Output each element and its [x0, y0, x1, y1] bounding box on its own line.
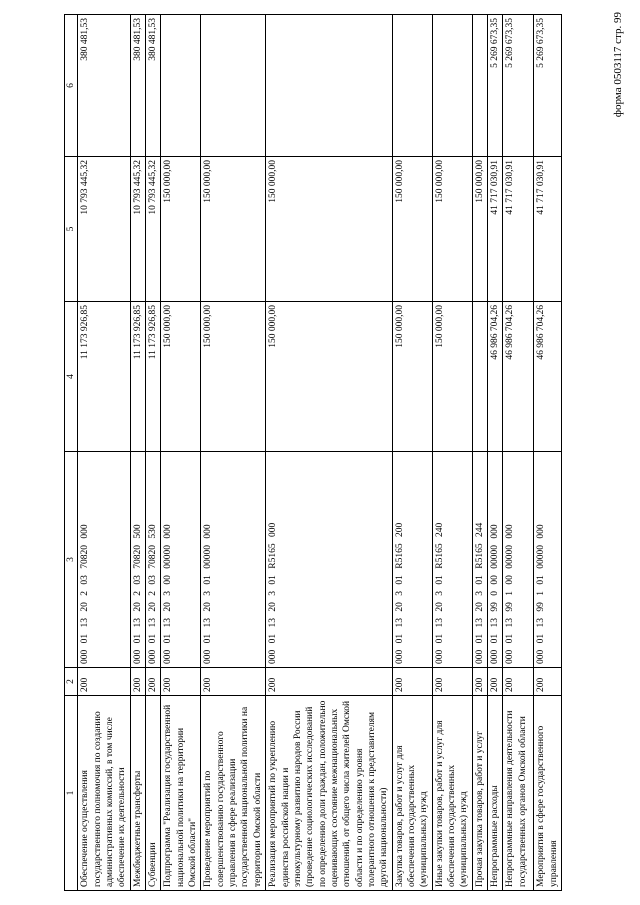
row-code-cell: 200	[392, 668, 432, 696]
table-body	[78, 15, 562, 891]
row-value-col6: 380 481,53	[146, 15, 161, 157]
row-name-cell: Межбюджетные трансферты	[130, 696, 145, 891]
row-value-col4: 11 173 926,85	[130, 302, 145, 452]
row-value-col4: 46 986 704,26	[488, 302, 503, 452]
row-classification-cell: 000 01 13 20 3 01 R5165 244	[472, 452, 487, 668]
row-classification-cell: 000 01 13 20 2 03 70820 500	[130, 452, 145, 668]
table-row	[488, 15, 503, 891]
row-value-col4: 150 000,00	[201, 302, 266, 452]
row-value-col5: 41 717 030,91	[534, 157, 562, 302]
row-code-cell: 200	[472, 668, 487, 696]
row-value-col6	[392, 15, 432, 157]
row-classification-cell: 000 01 13 20 3 01 R5165 000	[266, 452, 392, 668]
row-classification-cell: 000 01 13 99 1 00 00000 000	[503, 452, 534, 668]
row-value-col4: 46 986 704,26	[534, 302, 562, 452]
row-name-cell: Реализация мероприятий по укреплению единства российской нации и этнокультурному развитию народов России (проведение социологических исследований по определению доли граждан, положительно оценивающих состояние межнациональных отношений, от общего числа жителей Омской области и по определению уровня толерантного отношения к представителям другой национальности)	[266, 696, 392, 891]
row-value-col5: 10 793 445,32	[78, 157, 130, 302]
row-value-col5: 41 717 030,91	[488, 157, 503, 302]
row-value-col6: 5 269 673,35	[503, 15, 534, 157]
row-value-col4: 150 000,00	[266, 302, 392, 452]
row-name-cell: Проведение мероприятий по совершенствованию государственного управления в сфере реализации государственной национальной политики на территории Омской области	[201, 696, 266, 891]
row-value-col4: 150 000,00	[161, 302, 201, 452]
row-value-col6: 380 481,53	[78, 15, 130, 157]
row-code-cell: 200	[130, 668, 145, 696]
row-value-col5: 150 000,00	[266, 157, 392, 302]
row-classification-cell: 000 01 13 20 3 01 00000 000	[201, 452, 266, 668]
row-code-cell: 200	[161, 668, 201, 696]
row-code-cell: 200	[488, 668, 503, 696]
row-code-cell: 200	[146, 668, 161, 696]
row-value-col4: 46 986 704,26	[503, 302, 534, 452]
row-name-cell: Обеспечение осуществления государственного полномочия по созданию административных комиссий, в том числе обеспечение их деятельности	[78, 696, 130, 891]
row-classification-cell: 000 01 13 20 3 01 R5165 200	[392, 452, 432, 668]
row-code-cell: 200	[534, 668, 562, 696]
row-classification-cell: 000 01 13 20 2 03 70820 530	[146, 452, 161, 668]
table-row	[534, 15, 562, 891]
row-value-col5: 150 000,00	[201, 157, 266, 302]
table-row	[503, 15, 534, 891]
table-row	[161, 15, 201, 891]
table-row	[201, 15, 266, 891]
row-value-col6: 5 269 673,35	[488, 15, 503, 157]
row-value-col4: 11 173 926,85	[78, 302, 130, 452]
row-value-col5: 10 793 445,32	[146, 157, 161, 302]
row-value-col5: 10 793 445,32	[130, 157, 145, 302]
row-name-cell: Иные закупки товаров, работ и услуг для обеспечения государственных (муниципальных) нужд	[432, 696, 472, 891]
table-row	[146, 15, 161, 891]
row-value-col6	[266, 15, 392, 157]
table-row	[130, 15, 145, 891]
report-table	[64, 14, 562, 891]
row-classification-cell: 000 01 13 99 0 00 00000 000	[488, 452, 503, 668]
column-header: 1	[65, 696, 78, 891]
row-classification-cell: 000 01 13 99 1 01 00000 000	[534, 452, 562, 668]
row-classification-cell: 000 01 13 20 2 03 70820 000	[78, 452, 130, 668]
column-header: 2	[65, 668, 78, 696]
row-code-cell: 200	[201, 668, 266, 696]
row-name-cell: Прочая закупка товаров, работ и услуг	[472, 696, 487, 891]
row-classification-cell: 000 01 13 20 3 01 R5165 240	[432, 452, 472, 668]
row-value-col4	[472, 302, 487, 452]
row-name-cell: Непрограммные расходы	[488, 696, 503, 891]
row-value-col6	[432, 15, 472, 157]
row-value-col4: 150 000,00	[392, 302, 432, 452]
row-code-cell: 200	[78, 668, 130, 696]
row-value-col6	[472, 15, 487, 157]
header-row	[65, 15, 78, 891]
table-row	[472, 15, 487, 891]
row-value-col5: 150 000,00	[472, 157, 487, 302]
row-value-col5: 41 717 030,91	[503, 157, 534, 302]
row-code-cell: 200	[266, 668, 392, 696]
row-name-cell: Мероприятия в сфере государственного управления	[534, 696, 562, 891]
row-value-col6: 380 481,53	[130, 15, 145, 157]
row-value-col4: 150 000,00	[432, 302, 472, 452]
column-header: 5	[65, 157, 78, 302]
row-value-col4: 11 173 926,85	[146, 302, 161, 452]
row-name-cell: Подпрограмма "Реализация государственной национальной политики на территории Омской области"	[161, 696, 201, 891]
column-header: 4	[65, 302, 78, 452]
row-value-col6	[161, 15, 201, 157]
row-name-cell: Непрограммные направления деятельности государственных органов Омской области	[503, 696, 534, 891]
row-classification-cell: 000 01 13 20 3 00 00000 000	[161, 452, 201, 668]
table-row	[432, 15, 472, 891]
row-value-col6	[201, 15, 266, 157]
row-name-cell: Субвенции	[146, 696, 161, 891]
column-header: 3	[65, 452, 78, 668]
row-value-col5: 150 000,00	[432, 157, 472, 302]
form-reference: форма 0503117 стр. 99	[612, 12, 624, 118]
row-name-cell: Закупка товаров, работ и услуг для обеспечения государственных (муниципальных) нужд	[392, 696, 432, 891]
row-value-col6: 5 269 673,35	[534, 15, 562, 157]
table-row	[266, 15, 392, 891]
row-value-col5: 150 000,00	[161, 157, 201, 302]
table-row	[392, 15, 432, 891]
row-value-col5: 150 000,00	[392, 157, 432, 302]
row-code-cell: 200	[503, 668, 534, 696]
column-header: 6	[65, 15, 78, 157]
table-row	[78, 15, 130, 891]
row-code-cell: 200	[432, 668, 472, 696]
